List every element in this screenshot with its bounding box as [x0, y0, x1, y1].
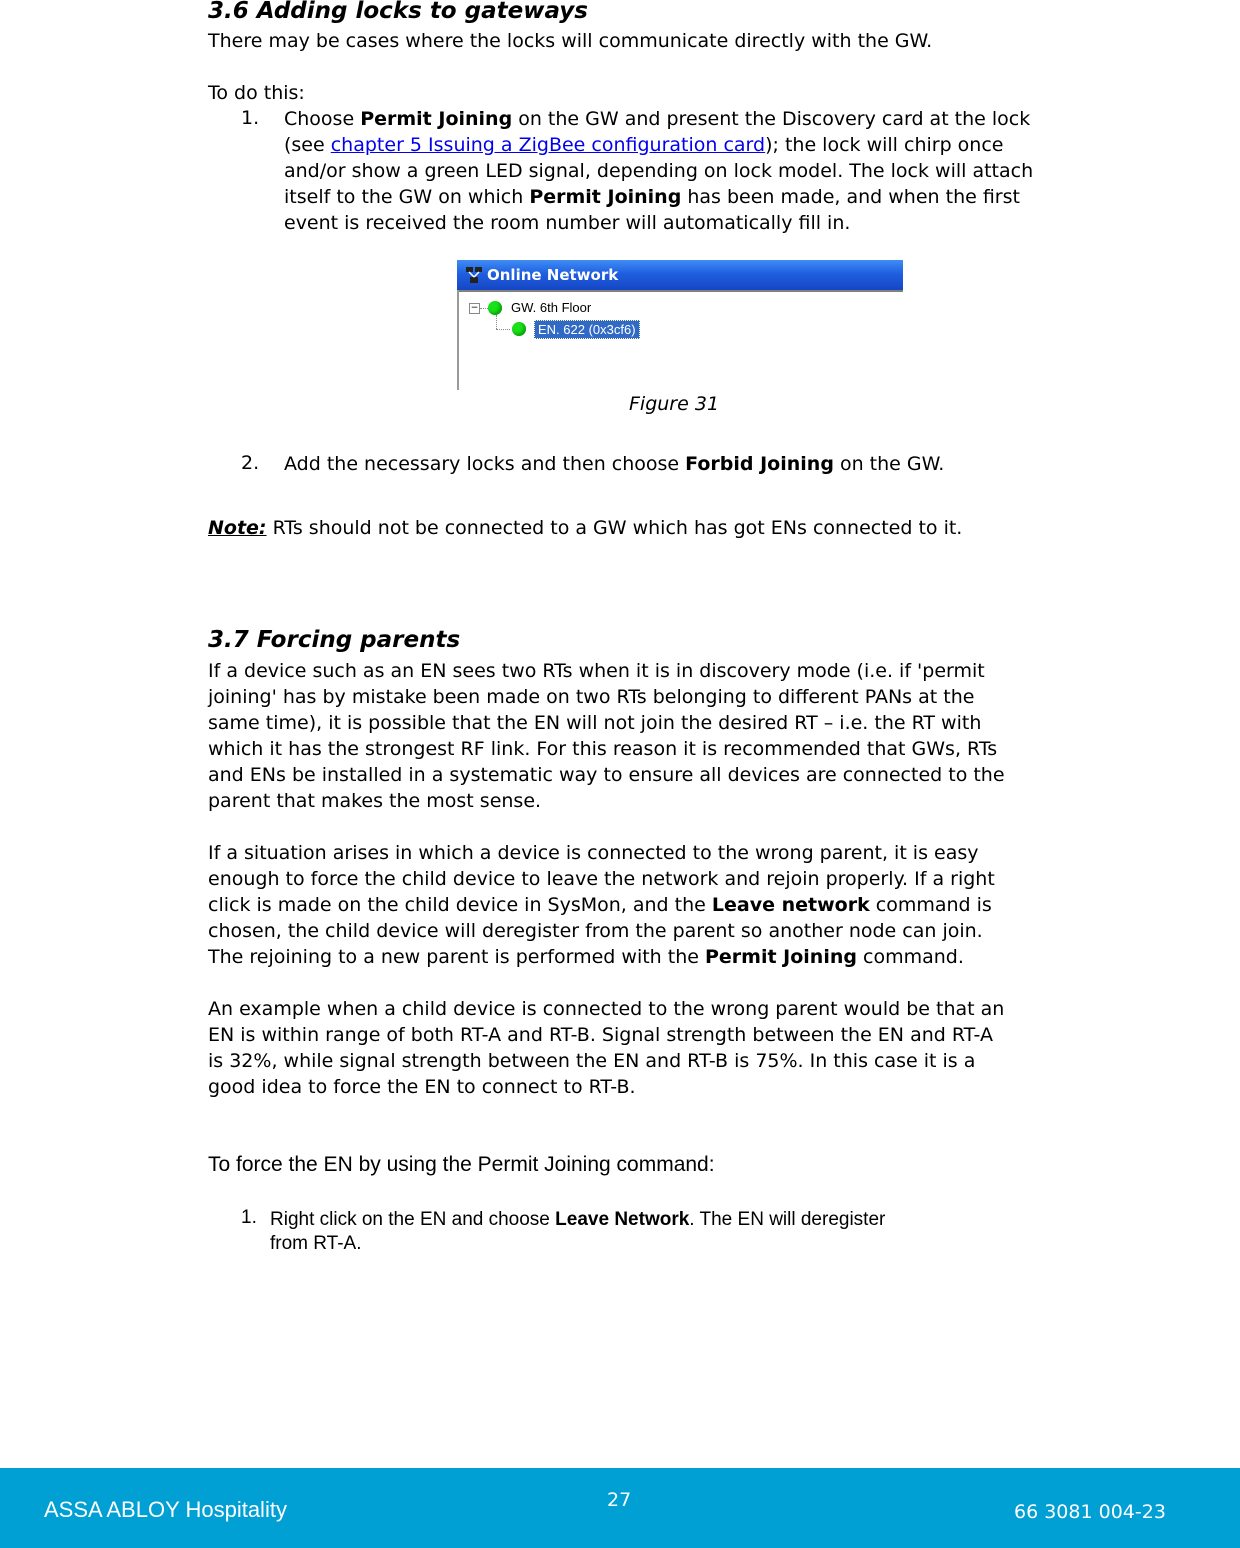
page-number: 27 [607, 1489, 632, 1511]
step-line [284, 106, 1030, 132]
line: An example when a child device is connected to the wrong parent would be that an [208, 998, 1005, 1020]
text: has been made, and when the first [681, 186, 1020, 208]
line: If a device such as an EN sees two RTs when it is in discovery mode (i.e. if 'permit [208, 660, 985, 682]
text: itself to the GW on which [284, 186, 530, 208]
status-online-icon [512, 322, 526, 336]
line [208, 892, 992, 918]
step-line [270, 1207, 885, 1233]
force-heading: To force the EN by using the Permit Joining command: [208, 1153, 715, 1176]
line [208, 944, 964, 970]
tree-connector [480, 308, 488, 310]
bold-term: Forbid Joining [685, 453, 834, 475]
line: enough to force the child device to leave the network and rejoin properly. If a right [208, 868, 995, 890]
step-line: event is received the room number will automatically fill in. [284, 212, 851, 234]
bold-term: Permit Joining [704, 946, 857, 968]
text: (see [284, 134, 331, 156]
line: same time), it is possible that the EN will not join the desired RT – i.e. the RT with [208, 712, 982, 734]
note-label: Note: [208, 517, 267, 539]
status-online-icon [488, 301, 502, 315]
page-footer [0, 1468, 1240, 1548]
bold-term: Leave network [711, 894, 870, 916]
text: . The EN will deregister [689, 1209, 886, 1230]
chapter-5-link[interactable]: chapter 5 Issuing a ZigBee configuration card [330, 134, 766, 156]
brand-name: ASSA ABLOY Hospitality [44, 1497, 287, 1522]
line: which it has the strongest RF link. For this reason it is recommended that GWs, RTs [208, 738, 998, 760]
online-network-figure [457, 260, 903, 390]
text: ); the lock will chirp once [765, 134, 1004, 156]
gateway-node[interactable]: GW. 6th Floor [511, 300, 592, 315]
step-number: 2. [241, 452, 260, 474]
line: parent that makes the most sense. [208, 790, 542, 812]
text: command. [856, 946, 964, 968]
text: on the GW and present the Discovery card at the lock [512, 108, 1031, 130]
text: on the GW. [833, 453, 945, 475]
text: Add the necessary locks and then choose [284, 453, 686, 475]
figure-caption: Figure 31 [629, 393, 720, 415]
document-number: 66 3081 004-23 [1014, 1501, 1166, 1523]
step-line: and/or show a green LED signal, depending on lock model. The lock will attach [284, 160, 1034, 182]
line: is 32%, while signal strength between the EN and RT-B is 75%. In this case it is a [208, 1050, 976, 1072]
en-node-selected[interactable]: EN. 622 (0x3cf6) [534, 320, 640, 339]
paragraph-intro: There may be cases where the locks will communicate directly with the GW. [208, 30, 933, 52]
step-line [284, 451, 944, 477]
paragraph-todo: To do this: [208, 82, 305, 104]
note-paragraph [208, 515, 962, 541]
divider [457, 290, 903, 292]
text: Right click on the EN and choose [270, 1209, 556, 1230]
window-titlebar [457, 260, 903, 290]
text: command is [869, 894, 992, 916]
collapse-toggle[interactable]: − [470, 303, 479, 313]
text: The rejoining to a new parent is performed with the [208, 946, 705, 968]
step-number: 1. [241, 1207, 257, 1228]
tree-connector [496, 315, 498, 329]
line: good idea to force the EN to connect to RT-B. [208, 1076, 636, 1098]
line: EN is within range of both RT-A and RT-B. Signal strength between the EN and RT-A [208, 1024, 993, 1046]
text: click is made on the child device in SysMon, and the [208, 894, 712, 916]
line: joining' has by mistake been made on two RTs belonging to different PANs at the [208, 686, 975, 708]
divider [457, 290, 459, 390]
line: chosen, the child device will deregister from the parent so another node can join. [208, 920, 983, 942]
section-heading-3-6: 3.6 Adding locks to gateways [208, 0, 588, 24]
text: Choose [284, 108, 361, 130]
text: RTs should not be connected to a GW which has got ENs connected to it. [266, 517, 963, 539]
window-title: Online Network [487, 266, 619, 284]
line: and ENs be installed in a systematic way to ensure all devices are connected to the [208, 764, 1005, 786]
bold-term: Permit Joining [529, 186, 682, 208]
section-heading-3-7: 3.7 Forcing parents [208, 627, 461, 653]
network-icon [465, 266, 483, 284]
tree-connector [496, 329, 510, 331]
step-line [284, 132, 1003, 158]
step-number: 1. [241, 107, 260, 129]
step-line: from RT-A. [270, 1233, 362, 1254]
bold-term: Permit Joining [360, 108, 513, 130]
bold-term: Leave Network [555, 1209, 690, 1230]
step-line [284, 184, 1020, 210]
line: If a situation arises in which a device is connected to the wrong parent, it is easy [208, 842, 979, 864]
